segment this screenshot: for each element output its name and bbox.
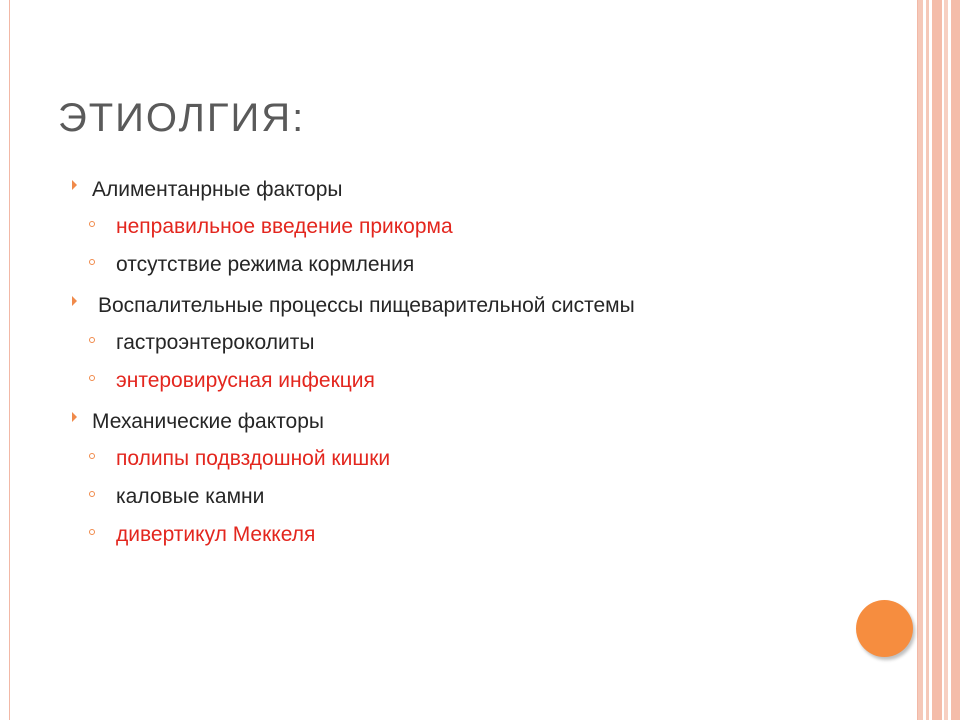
arrow-bullet-icon [72,180,77,190]
stripe [944,0,948,720]
bullet-heading: Воспалительные процессы пищеварительной системы [98,294,635,317]
sub-bullet-item [72,516,892,554]
sub-bullet-item [72,208,892,246]
decorative-stripes [918,0,960,720]
stripe [932,0,942,720]
stripe [951,0,960,720]
bullet-item [72,172,892,208]
stripe [918,0,923,720]
arrow-bullet-icon [72,296,77,306]
sub-bullet-label: каловые камни [116,485,265,508]
sub-bullet-item [72,478,892,516]
bullet-item [72,288,892,324]
ring-bullet-icon [89,221,95,227]
bullet-item [72,404,892,440]
bullet-list [72,172,892,554]
sub-bullet-item [72,362,892,400]
sub-bullet-item [72,246,892,284]
ring-bullet-icon [89,259,95,265]
bullet-heading: Алиментанрные факторы [92,178,343,201]
sub-bullet-label: гастроэнтероколиты [116,331,315,354]
sub-bullet-label: полипы подвздошной кишки [116,447,391,470]
sub-bullet-item [72,324,892,362]
bullet-heading: Механические факторы [92,410,324,433]
orange-circle-decoration [856,600,913,657]
ring-bullet-icon [89,453,95,459]
ring-bullet-icon [89,491,95,497]
slide-title: ЭТИОЛГИЯ: [58,96,306,140]
arrow-bullet-icon [72,412,77,422]
sub-bullet-item [72,440,892,478]
sub-bullet-label: неправильное введение прикорма [116,215,453,238]
sub-bullet-label: энтеровирусная инфекция [116,369,375,392]
ring-bullet-icon [89,337,95,343]
ring-bullet-icon [89,529,95,535]
ring-bullet-icon [89,375,95,381]
stripe [926,0,929,720]
sub-bullet-label: отсутствие режима кормления [116,253,415,276]
sub-bullet-label: дивертикул Меккеля [116,523,316,546]
